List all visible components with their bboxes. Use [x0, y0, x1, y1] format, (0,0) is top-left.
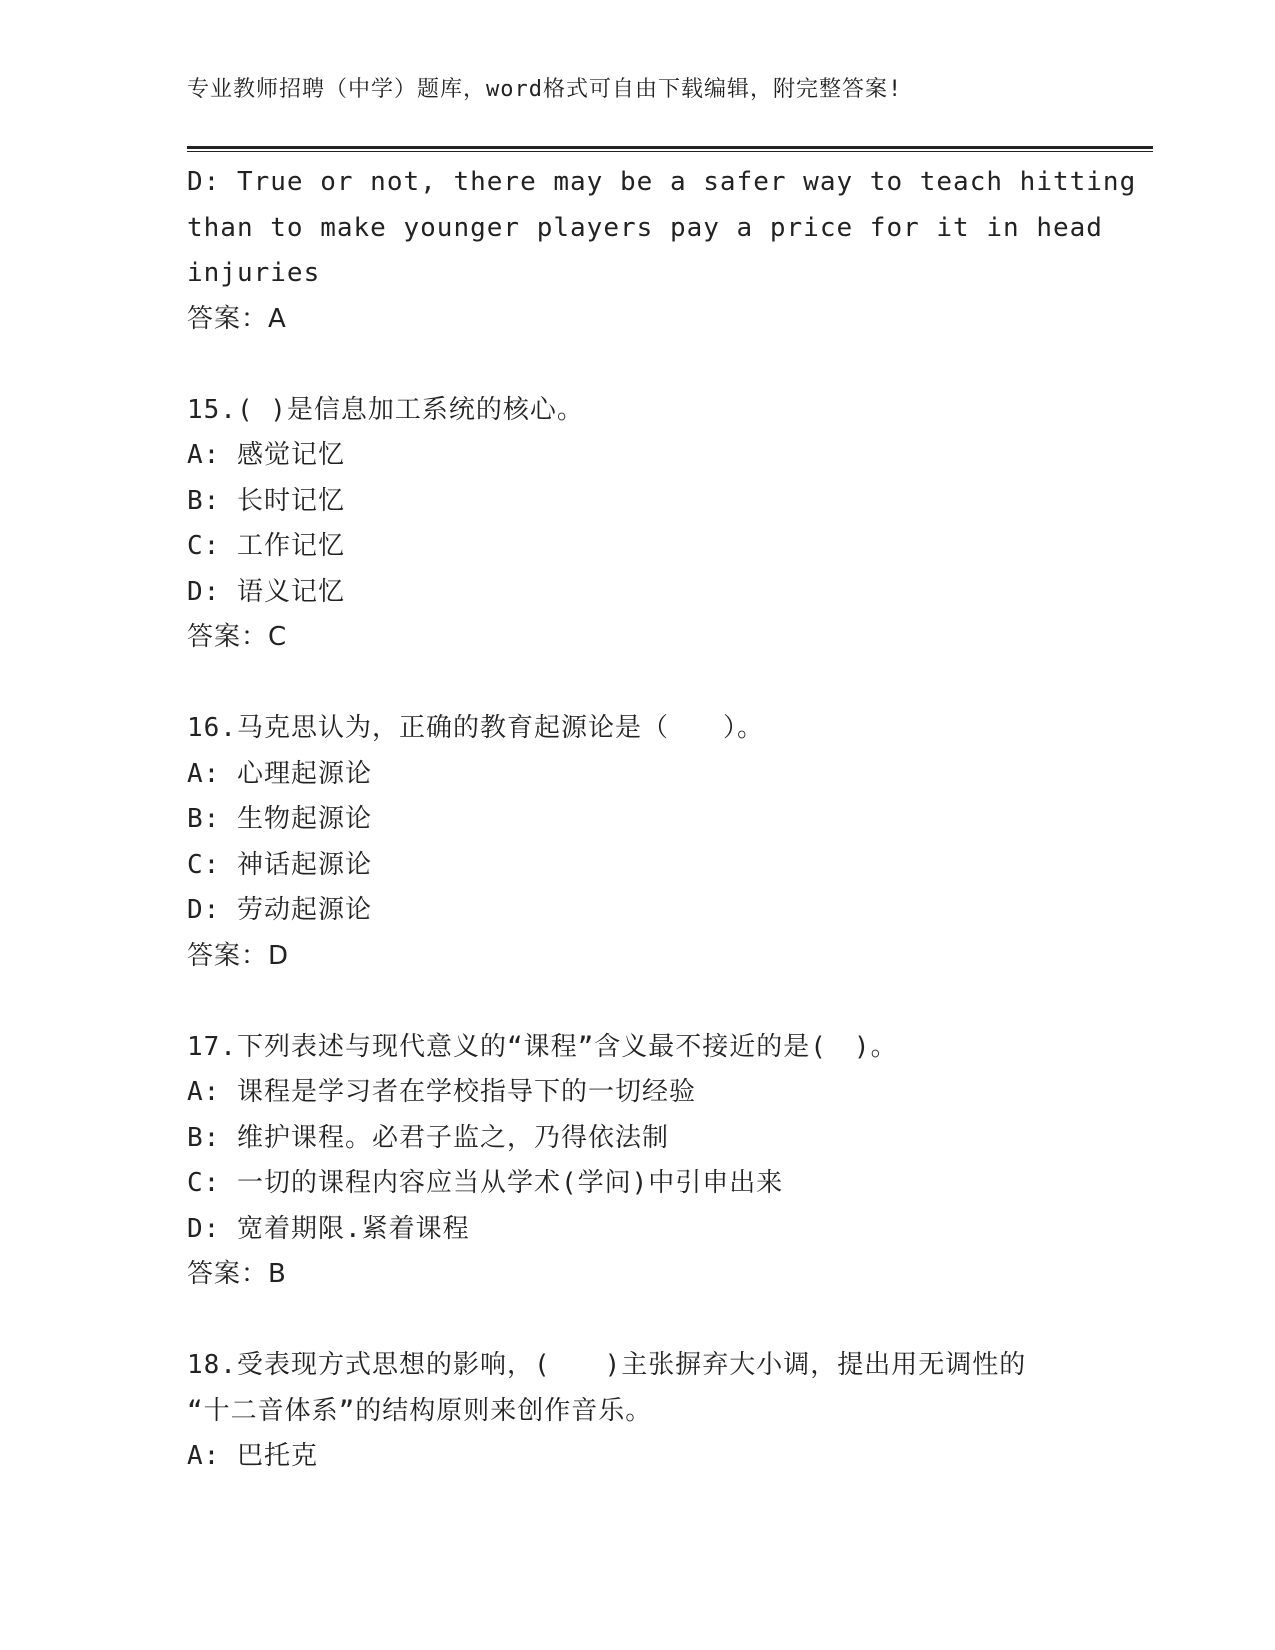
- answer-line: 答案：D: [187, 940, 290, 971]
- option-b: B: 生物起源论: [187, 804, 372, 834]
- option-d-line: injuries: [187, 258, 321, 288]
- option-b: B: 长时记忆: [187, 485, 345, 516]
- option-d: D: 劳动起源论: [187, 895, 372, 925]
- option-d: D: 语义记忆: [187, 576, 345, 607]
- answer-line: 答案：A: [187, 303, 287, 334]
- answer-line: 答案：C: [187, 622, 288, 652]
- option-b: B: 维护课程。必君子监之，乃得依法制: [187, 1122, 669, 1153]
- option-c: C: 工作记忆: [187, 531, 345, 561]
- option-d-line: than to make younger players pay a price for it in head: [187, 212, 1103, 243]
- question-17: [187, 1025, 1087, 1298]
- option-d-line: D: True or not, there may be a safer way to teach hitting: [187, 167, 1137, 197]
- option-a: A: 课程是学习者在学校指导下的一切经验: [187, 1077, 696, 1107]
- question-15: [187, 388, 1087, 661]
- option-a: A: 感觉记忆: [187, 440, 345, 470]
- question-stem: 16.马克思认为，正确的教育起源论是（ ）。: [187, 713, 764, 743]
- question-14-tail: [187, 160, 1137, 342]
- document-body: [187, 160, 1137, 1480]
- answer-line: 答案：B: [187, 1259, 287, 1289]
- header-double-rule: [187, 146, 1153, 152]
- page-header: 专业教师招聘（中学）题库，word格式可自由下载编辑，附完整答案!: [187, 77, 903, 102]
- option-c: C: 一切的课程内容应当从学术(学问)中引申出来: [187, 1168, 784, 1198]
- question-stem-continued: “十二音体系”的结构原则来创作音乐。: [187, 1395, 653, 1426]
- question-stem: 15.( )是信息加工系统的核心。: [187, 394, 584, 425]
- question-18: [187, 1343, 1087, 1480]
- option-c: C: 神话起源论: [187, 849, 372, 880]
- question-stem: 17.下列表述与现代意义的“课程”含义最不接近的是( )。: [187, 1031, 898, 1062]
- question-stem: 18.受表现方式思想的影响，( )主张摒弃大小调，提出用无调性的: [187, 1350, 1027, 1380]
- option-a: A: 心理起源论: [187, 758, 372, 789]
- option-d: D: 宽着期限.紧着课程: [187, 1213, 470, 1244]
- option-a: A: 巴托克: [187, 1441, 318, 1471]
- question-16: [187, 706, 1087, 979]
